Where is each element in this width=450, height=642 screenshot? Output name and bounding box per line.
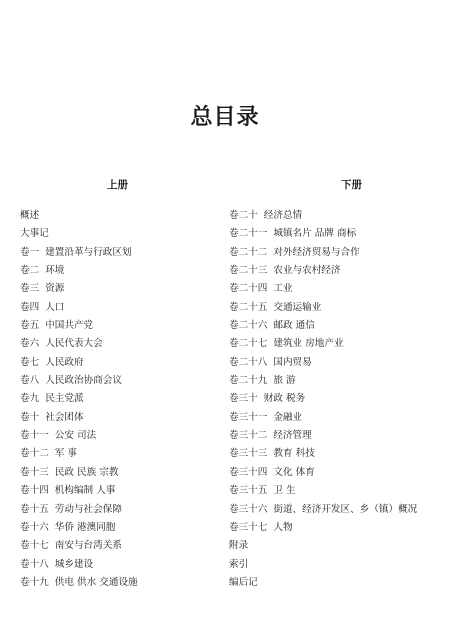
toc-entry-number: 卷三十七 [229, 521, 268, 533]
toc-entry [229, 574, 439, 592]
toc-entry-number: 卷三十六 [229, 503, 268, 515]
toc-entry-number: 卷十九 [20, 576, 49, 588]
toc-entry-title: 建筑业 房地产业 [273, 338, 344, 350]
toc-entry [229, 464, 439, 482]
toc-entry-number: 卷六 [20, 338, 40, 350]
volume-heading-lower: 下册 [341, 179, 362, 191]
page-title: 总目录 [190, 105, 260, 130]
volume-heading-upper: 上册 [107, 179, 128, 191]
toc-entry-title: 机构编制 人事 [54, 485, 116, 497]
toc-entry-title: 民政 民族 宗教 [54, 466, 119, 478]
toc-entry-number: 大事记 [20, 228, 49, 240]
toc-entry-number: 卷二十六 [229, 320, 268, 332]
toc-entry-title: 人民政府 [45, 356, 84, 368]
toc-entry [20, 519, 220, 537]
toc-entry [20, 427, 220, 445]
toc-entry [20, 501, 220, 519]
toc-entry-title: 人民代表大会 [45, 338, 103, 350]
toc-entry [20, 354, 220, 372]
toc-entry-number: 卷二 [20, 265, 40, 277]
toc-entry-title: 资源 [45, 283, 65, 295]
toc-entry-number: 卷九 [20, 393, 40, 405]
toc-entry-number: 卷十三 [20, 466, 49, 478]
toc-entry-title: 邮政 通信 [273, 320, 315, 332]
toc-entry [229, 501, 439, 519]
toc-entry-title: 劳动与社会保障 [54, 503, 122, 515]
toc-entry-title: 民主党派 [45, 393, 84, 405]
toc-entry-title: 经济管理 [273, 430, 312, 442]
toc-entry-number: 卷十八 [20, 558, 49, 570]
toc-entry-title: 国内贸易 [273, 356, 312, 368]
toc-entry-number: 卷二十二 [229, 246, 268, 258]
toc-entry-number: 卷二十九 [229, 375, 268, 387]
toc-entry-title: 文化 体育 [273, 466, 315, 478]
toc-entry-number: 卷二十七 [229, 338, 268, 350]
toc-entry-number: 索引 [229, 558, 249, 570]
toc-entry-number: 卷二十五 [229, 301, 268, 313]
toc-entry [20, 262, 220, 280]
toc-entry-number: 卷一 [20, 246, 40, 258]
toc-entry-title: 供电 供水 交通设施 [54, 576, 138, 588]
toc-entry-number: 卷二十三 [229, 265, 268, 277]
toc-entry-number: 卷五 [20, 320, 40, 332]
toc-entry-number: 卷十五 [20, 503, 49, 515]
toc-entry-title: 工业 [273, 283, 293, 295]
toc-entry [229, 317, 439, 335]
toc-entry-title: 对外经济贸易与合作 [273, 246, 360, 258]
toc-entry [229, 427, 439, 445]
toc-entry-title: 交通运输业 [273, 301, 322, 313]
toc-entry [229, 280, 439, 298]
toc-entry [20, 390, 220, 408]
toc-entry-title: 社会团体 [45, 411, 84, 423]
toc-entry-title: 经济总情 [263, 210, 303, 221]
toc-entry-title: 军 事 [54, 448, 78, 460]
toc-entry-number: 卷十四 [20, 485, 49, 497]
toc-entry-title: 卫 生 [273, 485, 296, 497]
toc-entry [20, 335, 220, 353]
toc-list-lower [229, 207, 439, 592]
toc-entry [229, 372, 439, 390]
toc-entry-number: 卷三十一 [229, 411, 268, 423]
toc-entry [229, 556, 439, 574]
toc-entry-number: 卷十六 [20, 521, 49, 533]
toc-entry [229, 537, 439, 555]
toc-entry [20, 207, 220, 225]
toc-entry-number: 卷十二 [20, 448, 49, 460]
toc-entry-title: 金融业 [273, 411, 303, 423]
toc-entry [229, 262, 439, 280]
toc-entry-number: 卷二十一 [229, 228, 268, 240]
toc-entry-title: 人口 [45, 301, 65, 313]
toc-entry-title: 城镇名片 品牌 商标 [273, 228, 357, 240]
toc-entry-title: 街道、经济开发区、乡（镇）概况 [273, 503, 418, 515]
toc-entry-number: 卷三十三 [229, 448, 268, 460]
toc-entry-number: 卷三十二 [229, 430, 268, 442]
toc-entry-title: 旅 游 [273, 375, 296, 387]
toc-entry [20, 317, 220, 335]
toc-entry [20, 244, 220, 262]
toc-entry [229, 225, 439, 243]
toc-entry [229, 445, 439, 463]
toc-entry-number: 卷十一 [20, 430, 49, 442]
toc-entry [20, 574, 220, 592]
toc-entry [20, 482, 220, 500]
toc-entry-title: 教育 科技 [273, 448, 315, 460]
toc-entry-number: 卷二十八 [229, 356, 268, 368]
toc-entry [229, 519, 439, 537]
toc-entry [229, 299, 439, 317]
toc-entry-title: 财政 税务 [263, 393, 306, 405]
toc-entry [20, 372, 220, 390]
toc-entry-number: 卷八 [20, 375, 40, 387]
toc-entry-number: 卷二十四 [229, 283, 268, 295]
toc-entry-number: 卷三 [20, 283, 40, 295]
toc-entry [20, 299, 220, 317]
toc-entry-number: 卷四 [20, 301, 40, 313]
toc-entry [20, 225, 220, 243]
toc-entry-number: 编后记 [229, 576, 258, 588]
toc-entry-number: 卷三十五 [229, 485, 268, 497]
toc-entry [20, 556, 220, 574]
toc-entry-title: 公安 司法 [54, 430, 97, 442]
toc-entry-title: 农业与农村经济 [273, 265, 341, 277]
toc-entry-number: 卷二十 [229, 210, 258, 221]
toc-entry-number: 卷三十 [229, 393, 258, 405]
toc-entry [20, 280, 220, 298]
toc-entry [20, 464, 220, 482]
toc-entry [229, 335, 439, 353]
toc-entry [20, 409, 220, 427]
toc-entry [229, 409, 439, 427]
toc-entry [229, 207, 439, 225]
toc-entry-number: 卷十七 [20, 540, 49, 552]
toc-entry [20, 537, 220, 555]
toc-entry-title: 中国共产党 [45, 320, 94, 332]
toc-entry-title: 城乡建设 [54, 558, 94, 570]
toc-entry-title: 人民政治协商会议 [45, 375, 122, 387]
toc-entry [229, 244, 439, 262]
toc-entry [229, 390, 439, 408]
toc-entry-number: 概述 [20, 210, 40, 221]
toc-entry [229, 482, 439, 500]
toc-entry-title: 建置沿革与行政区划 [45, 246, 132, 258]
toc-list-upper [20, 207, 220, 592]
toc-entry-number: 卷七 [20, 356, 40, 368]
toc-entry-number: 附录 [229, 540, 249, 552]
toc-entry-title: 南安与台湾关系 [54, 540, 122, 552]
toc-entry-number: 卷十 [20, 411, 40, 423]
toc-entry-title: 人物 [273, 521, 293, 533]
toc-entry-number: 卷三十四 [229, 466, 268, 478]
toc-entry [20, 445, 220, 463]
toc-entry-title: 环境 [45, 265, 65, 277]
toc-entry [229, 354, 439, 372]
toc-entry-title: 华侨 港澳同胞 [54, 521, 116, 533]
